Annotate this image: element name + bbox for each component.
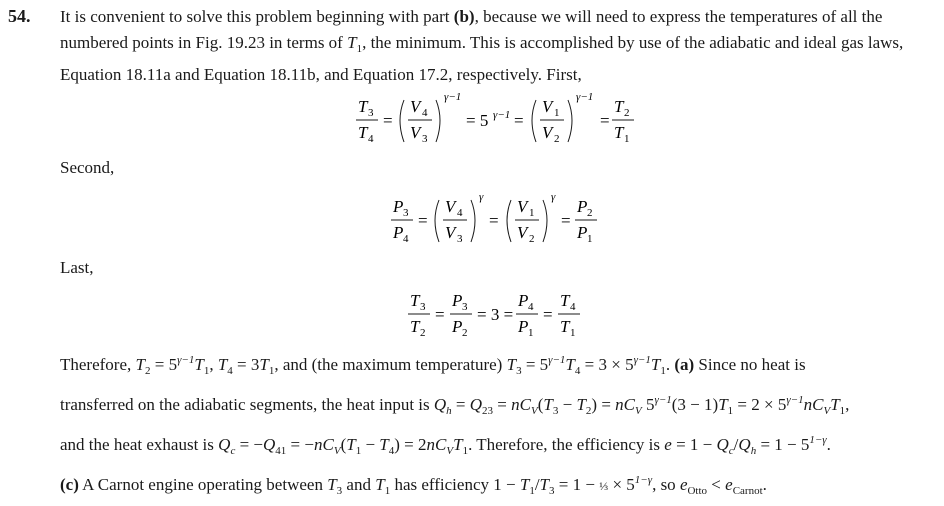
final-line-1: Therefore, $T_2 = 5^{\gamma-1}T_1$, $T_4 = 3T_1$, and (the maximum temperature) $T_3 = 5^{\gamma-1}T_4 = 3 \times 5^{\gamma-1}T_1$. (a) Since no heat is bbox=[60, 354, 806, 377]
svg-text:γ: γ bbox=[479, 191, 484, 203]
svg-text:4: 4 bbox=[570, 301, 576, 313]
label-last: Last, bbox=[60, 258, 94, 277]
svg-text:2: 2 bbox=[529, 233, 535, 245]
svg-text:3: 3 bbox=[403, 207, 409, 219]
svg-text:V: V bbox=[445, 197, 456, 216]
svg-text:γ−1: γ−1 bbox=[493, 109, 511, 121]
svg-text:T: T bbox=[358, 123, 368, 142]
svg-text:P: P bbox=[577, 197, 588, 216]
svg-text:=: = bbox=[600, 111, 610, 130]
final-paragraph bbox=[60, 346, 935, 506]
svg-text:T: T bbox=[560, 317, 570, 336]
svg-text:=: = bbox=[435, 305, 445, 324]
svg-text:V: V bbox=[542, 123, 553, 142]
svg-text:3: 3 bbox=[462, 301, 468, 313]
equation-3-graphic bbox=[402, 284, 592, 344]
svg-text:2: 2 bbox=[462, 327, 468, 339]
svg-text:T: T bbox=[410, 317, 420, 336]
svg-text:V: V bbox=[410, 123, 421, 142]
svg-text:V: V bbox=[410, 97, 421, 116]
final-line-4: (c) A Carnot engine operating between $T_3$ and $T_1$ has efficiency $1 - T_1/T_3 = 1$ − ⅓ × $5^{1-\gamma}$, so $e_{Otto} < e_{Carnot}$. bbox=[60, 474, 767, 497]
svg-text:V: V bbox=[517, 197, 528, 216]
svg-text:2: 2 bbox=[554, 133, 560, 145]
svg-text:T: T bbox=[560, 291, 570, 310]
svg-text:=: = bbox=[561, 211, 571, 230]
svg-text:T: T bbox=[358, 97, 368, 116]
svg-text:P: P bbox=[452, 291, 463, 310]
svg-text:= 5: = 5 bbox=[466, 111, 489, 130]
svg-text:P: P bbox=[393, 223, 404, 242]
equation-2-graphic bbox=[385, 190, 605, 252]
svg-text:4: 4 bbox=[528, 301, 534, 313]
svg-text:4: 4 bbox=[422, 107, 428, 119]
svg-text:V: V bbox=[445, 223, 456, 242]
svg-text:P: P bbox=[577, 223, 588, 242]
svg-text:4: 4 bbox=[457, 207, 463, 219]
svg-text:4: 4 bbox=[368, 133, 374, 145]
svg-text:P: P bbox=[452, 317, 463, 336]
svg-text:P: P bbox=[393, 197, 404, 216]
svg-text:4: 4 bbox=[403, 233, 409, 245]
svg-text:V: V bbox=[517, 223, 528, 242]
svg-text:=: = bbox=[514, 111, 524, 130]
equation-1 bbox=[350, 90, 650, 157]
svg-text:2: 2 bbox=[624, 107, 630, 119]
svg-text:T: T bbox=[410, 291, 420, 310]
svg-text:1: 1 bbox=[554, 107, 560, 119]
svg-text:=: = bbox=[383, 111, 393, 130]
problem-number: 54. bbox=[8, 6, 31, 26]
svg-text:T: T bbox=[614, 97, 624, 116]
svg-text:1: 1 bbox=[587, 233, 593, 245]
svg-text:3: 3 bbox=[422, 133, 428, 145]
intro-paragraph bbox=[60, 4, 935, 88]
svg-text:P: P bbox=[518, 317, 529, 336]
svg-text:V: V bbox=[542, 97, 553, 116]
svg-text:γ−1: γ−1 bbox=[576, 91, 594, 103]
svg-text:3: 3 bbox=[420, 301, 426, 313]
svg-text:1: 1 bbox=[529, 207, 535, 219]
intro-text: It is convenient to solve this problem beginning with part (b), because we will need to express the temperatures of all the numbered points in Fig. 19.23 in terms of $T_1$, the minimum. This is accomplished by use of the adiabatic and ideal gas laws, Equation 18.11a and Equation 18.11b, and Equation 17.2, respectively. First, bbox=[60, 7, 904, 84]
equation-1-graphic bbox=[350, 90, 650, 152]
svg-text:=: = bbox=[489, 211, 499, 230]
svg-text:=: = bbox=[543, 305, 553, 324]
svg-text:P: P bbox=[518, 291, 529, 310]
svg-text:3: 3 bbox=[457, 233, 463, 245]
svg-text:γ−1: γ−1 bbox=[444, 91, 462, 103]
svg-text:1: 1 bbox=[570, 327, 576, 339]
final-line-2: transferred on the adiabatic segments, the heat input is $Q_h = Q_{23} = nC_V(T_3 - T_2) = nC_V$ $5^{\gamma-1}(3 - 1)T_1 = 2 \times 5^{\gamma-1}nC_VT_1$, bbox=[60, 394, 850, 417]
svg-text:1: 1 bbox=[528, 327, 534, 339]
svg-text:γ: γ bbox=[551, 191, 556, 203]
svg-text:2: 2 bbox=[420, 327, 426, 339]
svg-text:2: 2 bbox=[587, 207, 593, 219]
svg-text:1: 1 bbox=[624, 133, 630, 145]
equation-3 bbox=[402, 284, 592, 349]
final-line-3: and the heat exhaust is $Q_c = -Q_{41} = -nC_V(T_1 - T_4) = 2nC_VT_1$. Therefore, the efficiency is $e = 1 - Q_c/Q_h = 1 - 5^{1-\gamma}$. bbox=[60, 434, 831, 457]
svg-text:T: T bbox=[614, 123, 624, 142]
svg-text:3: 3 bbox=[368, 107, 374, 119]
svg-text:=: = bbox=[418, 211, 428, 230]
svg-text:= 3 =: = 3 = bbox=[477, 305, 514, 324]
equation-2 bbox=[385, 190, 605, 257]
label-second: Second, bbox=[60, 158, 115, 177]
